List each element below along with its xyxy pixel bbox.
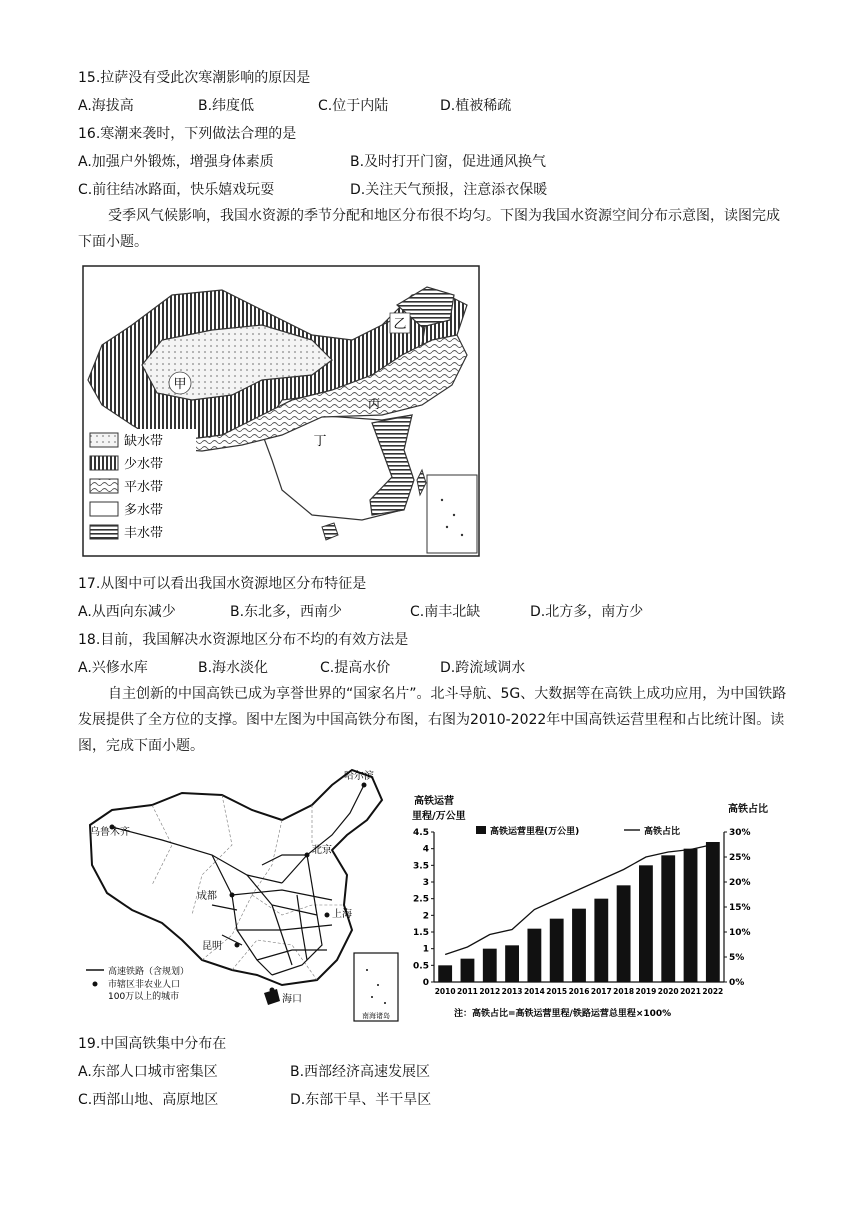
legend-more: 多水带	[124, 503, 164, 518]
city-beijing: 北京	[312, 845, 332, 856]
chart-left-tick-label: 0.5	[413, 961, 429, 972]
chart-x-tick-label: 2013	[501, 987, 523, 996]
rail-map-legend	[86, 965, 189, 1002]
city-kunming: 昆明	[202, 941, 222, 952]
q19-option-b[interactable]: B.西部经济高速发展区	[290, 1064, 431, 1080]
region-yi-label: 乙	[393, 317, 407, 332]
chart-bar-2016	[572, 909, 586, 982]
legend-low: 少水带	[124, 457, 164, 472]
chart-legend-line: 高铁占比	[644, 827, 681, 837]
rail-chart	[404, 792, 774, 1024]
q18-stem: 18.目前，我国解决水资源地区分布不均的有效方法是	[78, 632, 409, 648]
q17-option-c[interactable]: C.南丰北缺	[410, 604, 481, 620]
chart-legend-bars: 高铁运营里程(万公里)	[490, 827, 580, 837]
chart-left-tick-label: 4.5	[413, 828, 429, 838]
city-chengdu: 成都	[197, 891, 217, 902]
passage-water: 受季风气候影响，我国水资源的季节分配和地区分布很不均匀。下图为我国水资源空间分布示意图，读图完成下面小题。	[78, 208, 780, 250]
q16-option-d[interactable]: D.关注天气预报，注意添衣保暖	[350, 182, 548, 198]
q17-stem: 17.从图中可以看出我国水资源地区分布特征是	[78, 576, 367, 592]
region-jia-label: 甲	[173, 377, 187, 392]
city-harbin: 哈尔滨	[344, 771, 374, 782]
chart-bar-2015	[550, 919, 564, 982]
chart-right-tick-label: 10%	[729, 928, 751, 938]
chart-bar-2010	[438, 965, 452, 982]
q15-stem: 15.拉萨没有受此次寒潮影响的原因是	[78, 70, 311, 86]
chart-x-tick-label: 2017	[590, 987, 612, 996]
legend-average: 平水带	[124, 480, 164, 495]
region-bing-label: 丙	[367, 397, 381, 411]
city-shanghai: 上海	[332, 909, 352, 920]
q15-option-a[interactable]: A.海拔高	[78, 98, 134, 114]
chart-right-tick-label: 0%	[729, 978, 745, 988]
q19-option-c[interactable]: C.西部山地、高原地区	[78, 1092, 219, 1108]
q16-stem: 16.寒潮来袭时，下列做法合理的是	[78, 126, 297, 142]
chart-left-tick-label: 2.5	[413, 894, 429, 905]
chart-x-tick-label: 2018	[613, 987, 635, 996]
chart-x-tick-label: 2015	[546, 987, 568, 996]
chart-x-tick-label: 2016	[568, 987, 590, 996]
chart-x-tick-label: 2014	[523, 987, 545, 996]
chart-left-tick-label: 1.5	[413, 928, 429, 938]
chart-left-title-1: 高铁运营	[414, 796, 454, 807]
legend-abundant: 丰水带	[124, 526, 164, 541]
chart-bar-2019	[639, 865, 653, 982]
chart-x-tick-label: 2019	[635, 987, 657, 996]
q15-option-d[interactable]: D.植被稀疏	[440, 98, 512, 114]
chart-right-tick-label: 5%	[729, 953, 745, 963]
chart-right-title: 高铁占比	[728, 804, 768, 815]
chart-right-tick-label: 20%	[729, 878, 751, 888]
chart-bar-2013	[505, 945, 519, 982]
chart-left-tick-label: 3	[422, 878, 429, 888]
chart-right-tick-label: 25%	[729, 853, 751, 863]
city-haikou: 海口	[282, 994, 302, 1005]
q19-option-a[interactable]: A.东部人口城市密集区	[78, 1064, 218, 1080]
chart-x-tick-label: 2012	[479, 987, 501, 996]
rail-legend-line: 高速铁路（含规划）	[108, 967, 190, 977]
chart-left-tick-label: 3.5	[413, 861, 429, 872]
city-urumqi: 乌鲁木齐	[90, 827, 130, 838]
chart-bar-2020	[661, 855, 675, 982]
chart-bar-2022	[706, 842, 720, 982]
region-ding-label: 丁	[313, 434, 327, 449]
chart-left-tick-label: 4	[422, 844, 429, 855]
q18-option-d[interactable]: D.跨流域调水	[440, 660, 526, 676]
q17-option-d[interactable]: D.北方多，南方少	[530, 604, 644, 620]
q18-option-b[interactable]: B.海水淡化	[198, 660, 269, 676]
chart-x-tick-label: 2010	[434, 987, 456, 996]
legend-shortage: 缺水带	[124, 434, 164, 449]
chart-x-tick-label: 2022	[702, 987, 724, 996]
chart-left-tick-label: 2	[422, 911, 429, 922]
chart-left-title-2: 里程/万公里	[412, 811, 466, 822]
chart-legend-bar-swatch	[476, 826, 486, 834]
rail-map	[82, 765, 402, 1023]
rail-inset-label: 南海诸岛	[362, 1012, 390, 1020]
q18-option-a[interactable]: A.兴修水库	[78, 660, 148, 676]
q16-option-b[interactable]: B.及时打开门窗，促进通风换气	[350, 154, 547, 170]
chart-bar-2018	[617, 885, 631, 982]
water-resource-map	[82, 265, 480, 557]
chart-bar-2012	[483, 949, 497, 982]
passage-rail: 自主创新的中国高铁已成为享誉世界的“国家名片”。北斗导航、5G、大数据等在高铁上成功应用，为中国铁路发展提供了全方位的支撑。图中左图为中国高铁分布图，右图为2010-2022年中国高铁运营里程和占比统计图。读图，完成下面小题。	[78, 686, 787, 754]
q17-option-a[interactable]: A.从西向东减少	[78, 604, 176, 620]
chart-x-tick-label: 2021	[680, 987, 701, 996]
chart-bar-2017	[594, 899, 608, 982]
chart-left-tick-label: 1	[422, 944, 429, 955]
chart-right-tick-label: 15%	[729, 903, 751, 913]
q19-stem: 19.中国高铁集中分布在	[78, 1036, 227, 1052]
q16-option-c[interactable]: C.前往结冰路面，快乐嬉戏玩耍	[78, 182, 275, 198]
rail-legend-city-2: 100万以上的城市	[108, 992, 180, 1002]
chart-bar-2011	[461, 959, 475, 982]
q17-option-b[interactable]: B.东北多，西南少	[230, 604, 343, 620]
q15-option-c[interactable]: C.位于内陆	[318, 98, 389, 114]
chart-x-tick-label: 2020	[657, 987, 679, 996]
chart-note: 注：高铁占比=高铁运营里程/铁路运营总里程×100%	[454, 1009, 672, 1019]
q16-option-a[interactable]: A.加强户外锻炼，增强身体素质	[78, 154, 274, 170]
q19-option-d[interactable]: D.东部干旱、半干旱区	[290, 1092, 432, 1108]
chart-right-tick-label: 30%	[729, 828, 751, 838]
chart-bar-2014	[527, 929, 541, 982]
chart-x-tick-label: 2011	[457, 987, 478, 996]
water-map-legend	[86, 429, 196, 553]
q15-option-b[interactable]: B.纬度低	[198, 98, 255, 114]
chart-bar-2021	[684, 849, 698, 982]
rail-legend-city-1: 市辖区非农业人口	[108, 980, 181, 990]
q18-option-c[interactable]: C.提高水价	[320, 660, 391, 676]
chart-left-tick-label: 0	[422, 978, 429, 988]
